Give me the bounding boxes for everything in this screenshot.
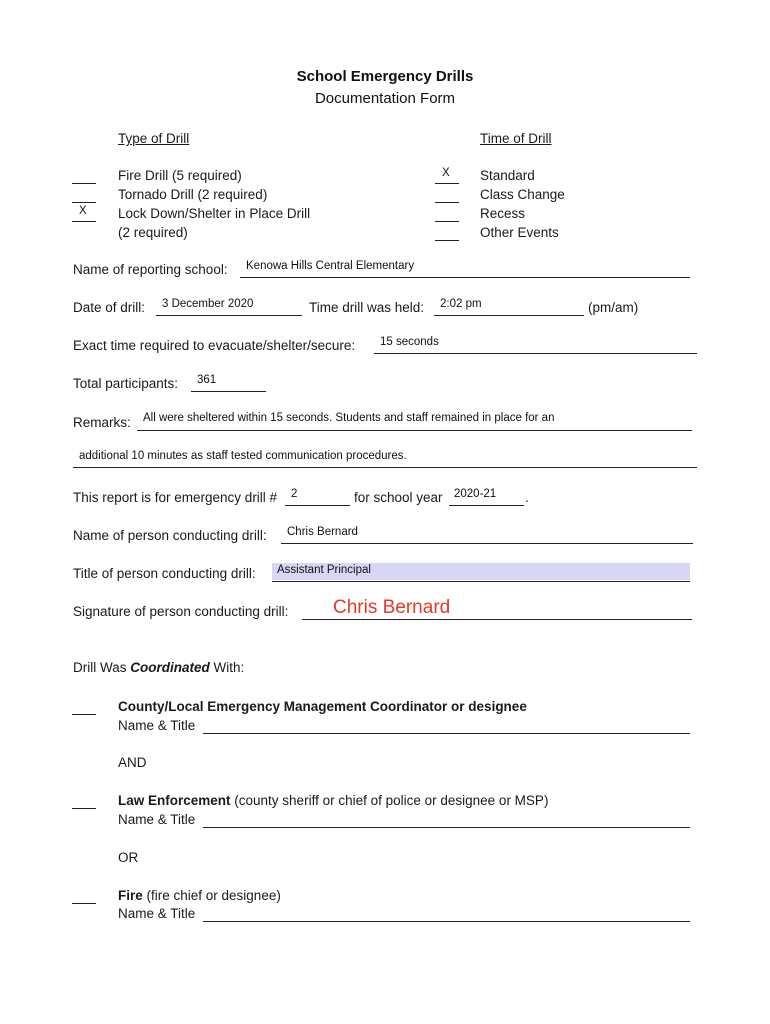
other-events-label: Other Events — [480, 225, 559, 240]
tornado-drill-label: Tornado Drill (2 required) — [118, 187, 268, 202]
class-change-label: Class Change — [480, 187, 565, 202]
fire-rest: (fire chief or designee) — [142, 888, 281, 903]
fire-name-title-label: Name & Title — [118, 906, 196, 921]
time-field[interactable] — [434, 315, 584, 316]
person-name-label: Name of person conducting drill: — [73, 528, 267, 543]
type-of-drill-heading: Type of Drill — [118, 131, 190, 146]
or-label: OR — [118, 850, 139, 865]
standard-checkbox[interactable] — [435, 183, 459, 184]
lockdown-drill-mark: X — [79, 205, 87, 217]
remarks-value-line2: additional 10 minutes as staff tested communication procedures. — [79, 450, 407, 462]
participants-label: Total participants: — [73, 376, 179, 391]
exact-time-value: 15 seconds — [380, 336, 439, 348]
county-heading: County/Local Emergency Management Coordinator or designee — [118, 699, 527, 714]
remarks-label: Remarks: — [73, 415, 131, 430]
fire-heading — [118, 888, 281, 903]
coordinated-emph: Coordinated — [130, 660, 210, 675]
school-field[interactable] — [240, 277, 690, 278]
participants-value: 361 — [197, 374, 217, 386]
fire-bold: Fire — [118, 888, 143, 903]
time-of-drill-heading: Time of Drill — [480, 131, 552, 146]
county-name-title-field[interactable] — [203, 733, 690, 734]
time-label: Time drill was held: — [309, 300, 425, 315]
coordinated-prefix: Drill Was — [73, 660, 131, 675]
date-value: 3 December 2020 — [162, 298, 254, 310]
fire-drill-label: Fire Drill (5 required) — [118, 168, 242, 183]
person-name-value: Chris Bernard — [287, 526, 358, 538]
remarks-value-line1: All were sheltered within 15 seconds. Students and staff remained in place for an — [143, 412, 555, 424]
lockdown-drill-label: Lock Down/Shelter in Place Drill — [118, 206, 311, 221]
lockdown-drill-checkbox[interactable] — [72, 221, 96, 222]
lockdown-drill-label-line2: (2 required) — [118, 225, 188, 240]
exact-time-field[interactable] — [374, 353, 697, 354]
time-suffix: (pm/am) — [588, 300, 639, 315]
coordinated-intro — [73, 660, 244, 675]
fire-name-title-field[interactable] — [203, 921, 690, 922]
law-rest: (county sheriff or chief of police or designee or MSP) — [230, 793, 549, 808]
signature-label: Signature of person conducting drill: — [73, 604, 289, 619]
standard-label: Standard — [480, 168, 535, 183]
fire-drill-checkbox[interactable] — [72, 183, 96, 184]
school-year-label: for school year — [354, 490, 443, 505]
school-label: Name of reporting school: — [73, 262, 228, 277]
recess-label: Recess — [480, 206, 526, 221]
drill-number-field[interactable] — [285, 505, 350, 506]
fire-checkbox[interactable] — [72, 903, 96, 904]
other-events-checkbox[interactable] — [435, 240, 459, 241]
and-label: AND — [118, 755, 147, 770]
signature-value: Chris Bernard — [333, 597, 451, 618]
exact-time-label: Exact time required to evacuate/shelter/secure: — [73, 338, 356, 353]
county-name-title-label: Name & Title — [118, 718, 196, 733]
school-year-value: 2020-21 — [454, 488, 497, 500]
form-subtitle: Documentation Form — [314, 90, 456, 107]
signature-field[interactable] — [302, 619, 692, 620]
remarks-field-line2[interactable] — [73, 467, 697, 468]
school-year-period: . — [525, 490, 529, 505]
law-bold: Law Enforcement — [118, 793, 231, 808]
tornado-drill-checkbox[interactable] — [72, 202, 96, 203]
form-title: School Emergency Drills — [296, 68, 474, 85]
law-name-title-field[interactable] — [203, 827, 690, 828]
participants-field[interactable] — [191, 391, 266, 392]
person-title-value: Assistant Principal — [277, 564, 371, 576]
date-field[interactable] — [156, 315, 302, 316]
date-label: Date of drill: — [73, 300, 146, 315]
law-name-title-label: Name & Title — [118, 812, 196, 827]
person-name-field[interactable] — [281, 543, 693, 544]
person-title-label: Title of person conducting drill: — [73, 566, 256, 581]
drill-number-value: 2 — [291, 488, 298, 500]
school-value: Kenowa Hills Central Elementary — [246, 260, 415, 272]
drill-number-label: This report is for emergency drill # — [73, 490, 278, 505]
coordinated-suffix: With: — [209, 660, 245, 675]
person-title-field[interactable] — [272, 581, 690, 582]
class-change-checkbox[interactable] — [435, 202, 459, 203]
law-heading — [118, 793, 548, 808]
recess-checkbox[interactable] — [435, 221, 459, 222]
school-year-field[interactable] — [449, 505, 524, 506]
standard-mark: X — [442, 167, 450, 179]
remarks-field-line1[interactable] — [137, 430, 692, 431]
law-checkbox[interactable] — [72, 808, 96, 809]
county-checkbox[interactable] — [72, 714, 96, 715]
time-value: 2:02 pm — [440, 298, 482, 310]
